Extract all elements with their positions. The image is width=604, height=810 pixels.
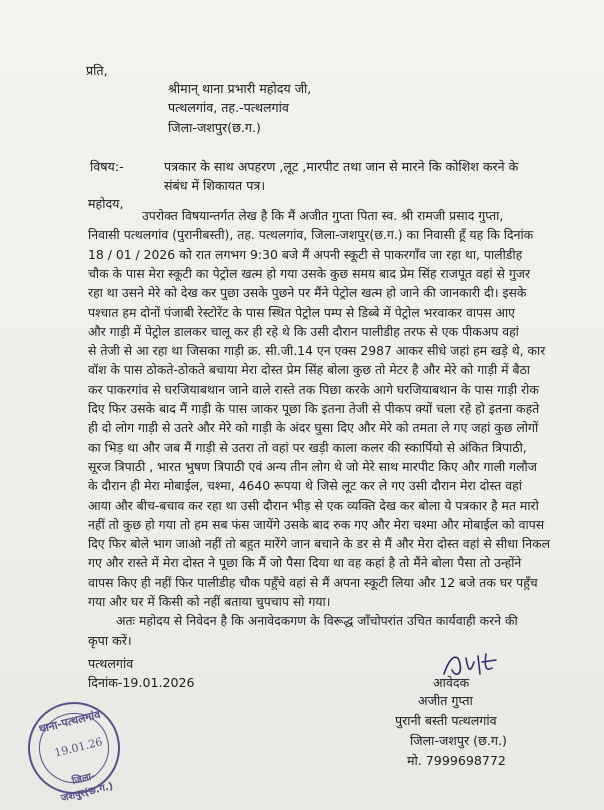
applicant-address-1: पुरानी बस्ती पत्थलगांव — [395, 713, 497, 728]
recipient-line-3: जिला-जशपुर(छ.ग.) — [168, 120, 261, 135]
body-line: वॉश के पास ठोकते-ठोकते बचाया मेरा दोस्त प्रेम सिंह बोला कुछ तो मेटर है और मेरे को गाड़ी में बैठा — [88, 362, 531, 378]
body-line: सूरज त्रिपाठी , भारत भुषण त्रिपाठी एवं अन्य तीन लोग थे जो मेरे साथ मारपीट किए और गाली गलौज — [88, 458, 537, 474]
body-line: आया और बीच-बचाव कर रहा था उसी दौरान भीड़ से एक व्यक्ति देख कर बोला ये पत्रकार है मत मारो — [88, 497, 539, 513]
body-line: गया और घर में किसी को नहीं बताया चुपचाप सो गया। — [88, 594, 331, 609]
applicant-name: अजीत गुप्ता — [418, 693, 473, 708]
body-line: पश्चात हम दोनों पंजाबी रेस्टोरेंट के पास स्थित पेट्रोल पम्प से डिब्बे में पेट्रोल भरवाकर वापस आए — [88, 304, 515, 320]
body-line: उपरोक्त विषयान्तर्गत लेख है कि मैं अजीत गुप्ता पिता स्व. श्री रामजी प्रसाद गुप्ता, — [142, 208, 504, 223]
body-line: निवासी पत्थलगांव (पुरानीबस्ती), तह. पत्थलगांव, जिला-जशपुर(छ.ग.) का निवासी हूँ यह कि दिनांक — [88, 227, 534, 243]
body-line: नहीं तो कुछ हो गया तो हम सब फंस जायेंगे उसके बाद रुक गए और मेरा चश्मा और मोबाईल को वापस — [88, 516, 545, 532]
applicant-mobile: मो. 7999698772 — [407, 753, 506, 768]
place: पत्थलगांव — [88, 656, 134, 671]
recipient-line-1: श्रीमान् थाना प्रभारी महोदय जी, — [168, 81, 312, 96]
police-station-stamp — [18, 692, 130, 804]
recipient-line-2: पत्थलगांव, तह.-पत्थलगांव — [168, 100, 289, 115]
body-line: के दौरान ही मेरा मोबाईल, चश्मा, 4640 रूपया थे जिसे लूट कर ले गए उसी दौरान मेरा दोस्त वहां — [88, 478, 522, 494]
body-line: 18 / 01 / 2026 को रात लगभग 9:30 बजे मैं अपनी स्कूटी से पाकरगाँव जा रहा था, पालीडीह — [88, 246, 523, 262]
stamp-top-text: थाना-पत्थलगांव — [37, 707, 102, 736]
subject-label: विषय:- — [90, 159, 124, 174]
applicant-address-2: जिला-जशपुर (छ.ग.) — [410, 733, 507, 748]
letter-date: दिनांक-19.01.2026 — [88, 675, 195, 690]
subject-line-1: पत्रकार के साथ अपहरण ,लूट ,मारपीट तथा जान से मारने कि कोशिश करने के — [164, 159, 519, 174]
applicant-label: आवेदक — [433, 675, 470, 690]
body-line: कर पाकरगांव से घरजियाबथान जाने वाले रास्ते तक पिछा करके आगे घरजियाबथान के पास गाड़ी रोक — [88, 381, 539, 397]
body-line: गए और रास्ते में मेरा दोस्त ने पूछा कि मैं जो पैसा दिया था वह कहां है तो मैंने बोला पैसा तो उन्होंने — [88, 555, 522, 571]
body-line: ही दो लोग गाड़ी से उतरे और मेरे को गाड़ी के अंदर घुसा दिए और मेरे को तमता ले गए जहां कुछ लोगों — [88, 420, 539, 436]
body-line: वापस किए ही नहीं फिर पालीडीह चौक पहुँचे वहां से मैं अपना स्कूटी लिया और 12 बजे तक घर पहुँच — [88, 574, 538, 590]
body-line: और गाड़ी में पेट्रोल डालकर चालू कर ही रहे थे कि उसी दौरान पालीडीह तरफ से एक पीकअप वहां — [88, 323, 519, 339]
stamp-date-text: 19.01.26 — [53, 735, 104, 760]
closing-line-1: अतः महोदय से निवेदन है कि अनावेदकगण के विरूद्ध जाँचोपरांत उचित कार्यवाही करने की — [116, 613, 518, 628]
body-line: दिए फिर उसके बाद मैं गाड़ी के पास जाकर पूछा कि इतना तेजी से पीकप क्यों चला रहे हो इतना कहते — [88, 401, 540, 416]
body-line: रहा था उसने मेरे को देख कर पुछा उसके पुछने पर मैंने पेट्रोल खत्म हो जाने की जानकारी दी। इसके — [88, 285, 527, 301]
stamp-bottom-text: जिला-जशपुर(छ.ग.) — [59, 770, 115, 805]
salutation-to: प्रति, — [86, 63, 108, 78]
closing-line-2: कृपा करें। — [88, 633, 132, 648]
greeting: महोदय, — [88, 196, 124, 211]
subject-line-2: संबंध में शिकायत पत्र। — [164, 178, 266, 193]
body-line: चौक के पास मेरा स्कूटी का पेट्रोल खत्म हो गया उसके कुछ समय बाद प्रेम सिंह राजपूत वहां से गुजर — [88, 265, 531, 281]
body-line: दिए फिर बोले भाग जाओ नहीं तो बहुत मारेंगे जान बचाने के डर से मैं और मेरा दोस्त वहां से सीधा निकल — [88, 536, 551, 552]
body-line: से तेजी से आ रहा था जिसका गाड़ी क्र. सी.जी.14 एन एक्स 2987 आकर सीधे जहां हम खड़े थे, कार — [88, 343, 546, 359]
body-line: का भिड़ था और जब मैं गाड़ी से उतरा तो वहां पर खड़ी काला कलर की स्कार्पियो से अंकित त्रिपाठी, — [88, 439, 527, 455]
